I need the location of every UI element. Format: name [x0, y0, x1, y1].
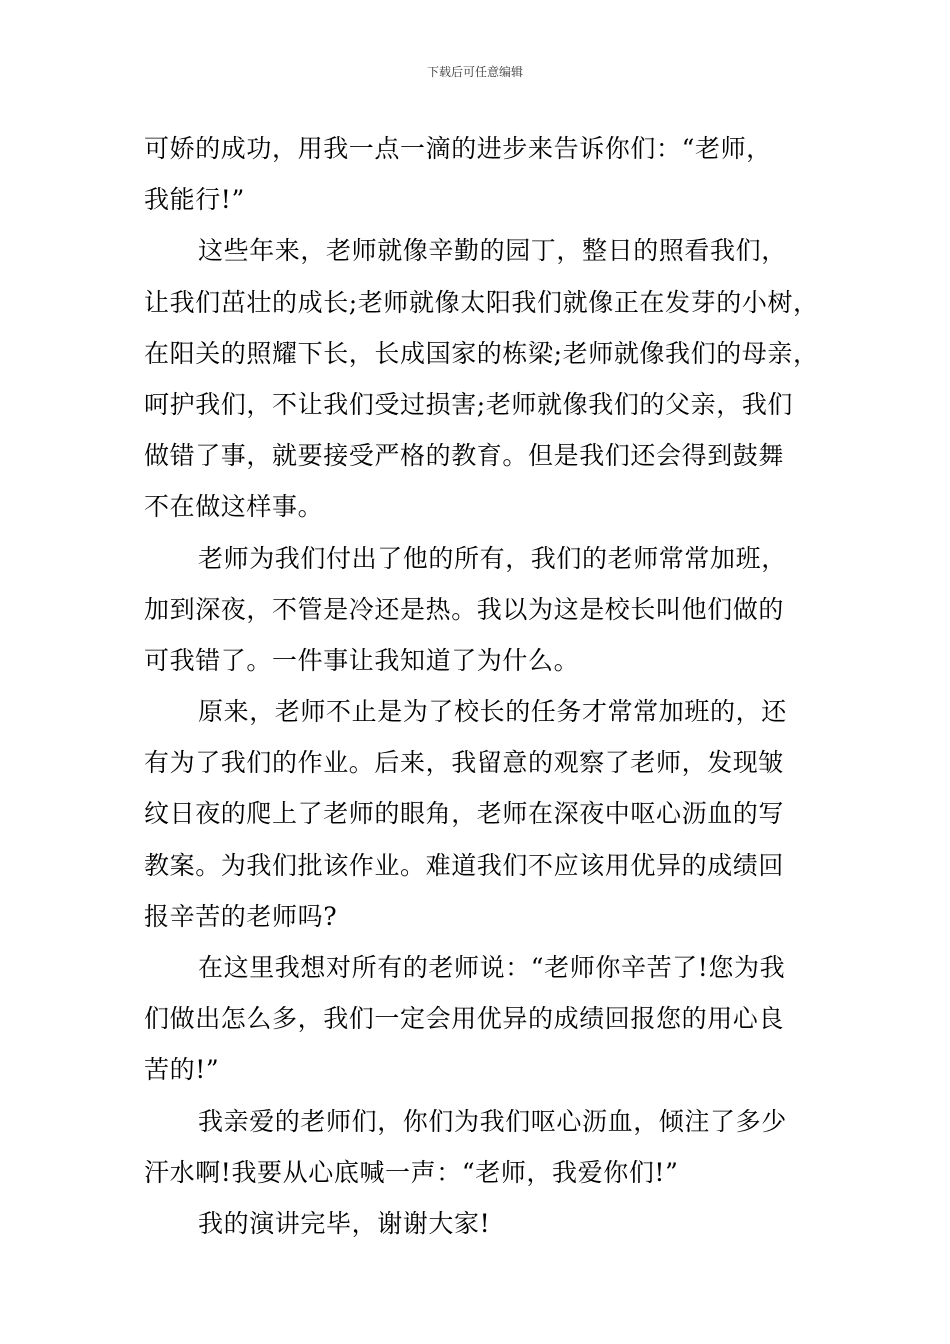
text-line: 不在做这样事。: [144, 492, 324, 522]
text-line: 们做出怎么多，我们一定会用优异的成绩回报您的用心良: [144, 1004, 785, 1034]
text-line: 我的演讲完毕，谢谢大家!: [198, 1208, 491, 1238]
text-line: 教案。为我们批该作业。难道我们不应该用优异的成绩回: [144, 850, 785, 880]
text-line: 我亲爱的老师们，你们为我们呕心沥血，倾注了多少: [198, 1106, 787, 1136]
text-line: 汗水啊!我要从心底喊一声：“老师，我爱你们!”: [144, 1157, 679, 1187]
text-line: 有为了我们的作业。后来，我留意的观察了老师，发现皱: [144, 748, 785, 778]
text-line: 呵护我们，不让我们受过损害;老师就像我们的父亲，我们: [144, 389, 794, 419]
document-body: [144, 123, 819, 1249]
text-line: 老师为我们付出了他的所有，我们的老师常常加班，: [198, 543, 787, 573]
text-line: 让我们茁壮的成长;老师就像太阳我们就像正在发芽的小树，: [144, 287, 819, 317]
text-line: 可我错了。一件事让我知道了为什么。: [144, 645, 580, 675]
text-line: 纹日夜的爬上了老师的眼角，老师在深夜中呕心沥血的写: [144, 799, 785, 829]
text-line: 原来，老师不止是为了校长的任务才常常加班的，还: [198, 697, 787, 727]
text-line: 做错了事，就要接受严格的教育。但是我们还会得到鼓舞: [144, 441, 785, 471]
text-line: 可娇的成功，用我一点一滴的进步来告诉你们：“老师，: [144, 134, 772, 163]
text-line: 这些年来，老师就像辛勤的园丁，整日的照看我们，: [198, 236, 787, 266]
text-line: 加到深夜，不管是冷还是热。我以为这是校长叫他们做的: [144, 594, 785, 624]
text-line: 在这里我想对所有的老师说：“老师你辛苦了!您为我: [198, 953, 786, 982]
page-header: 下载后可任意编辑: [426, 65, 523, 79]
text-line: 在阳关的照耀下长，长成国家的栋梁;老师就像我们的母亲，: [144, 338, 819, 368]
text-line: 我能行!”: [144, 185, 245, 215]
text-line: 报辛苦的老师吗?: [144, 901, 338, 931]
text-line: 苦的!”: [144, 1055, 220, 1085]
